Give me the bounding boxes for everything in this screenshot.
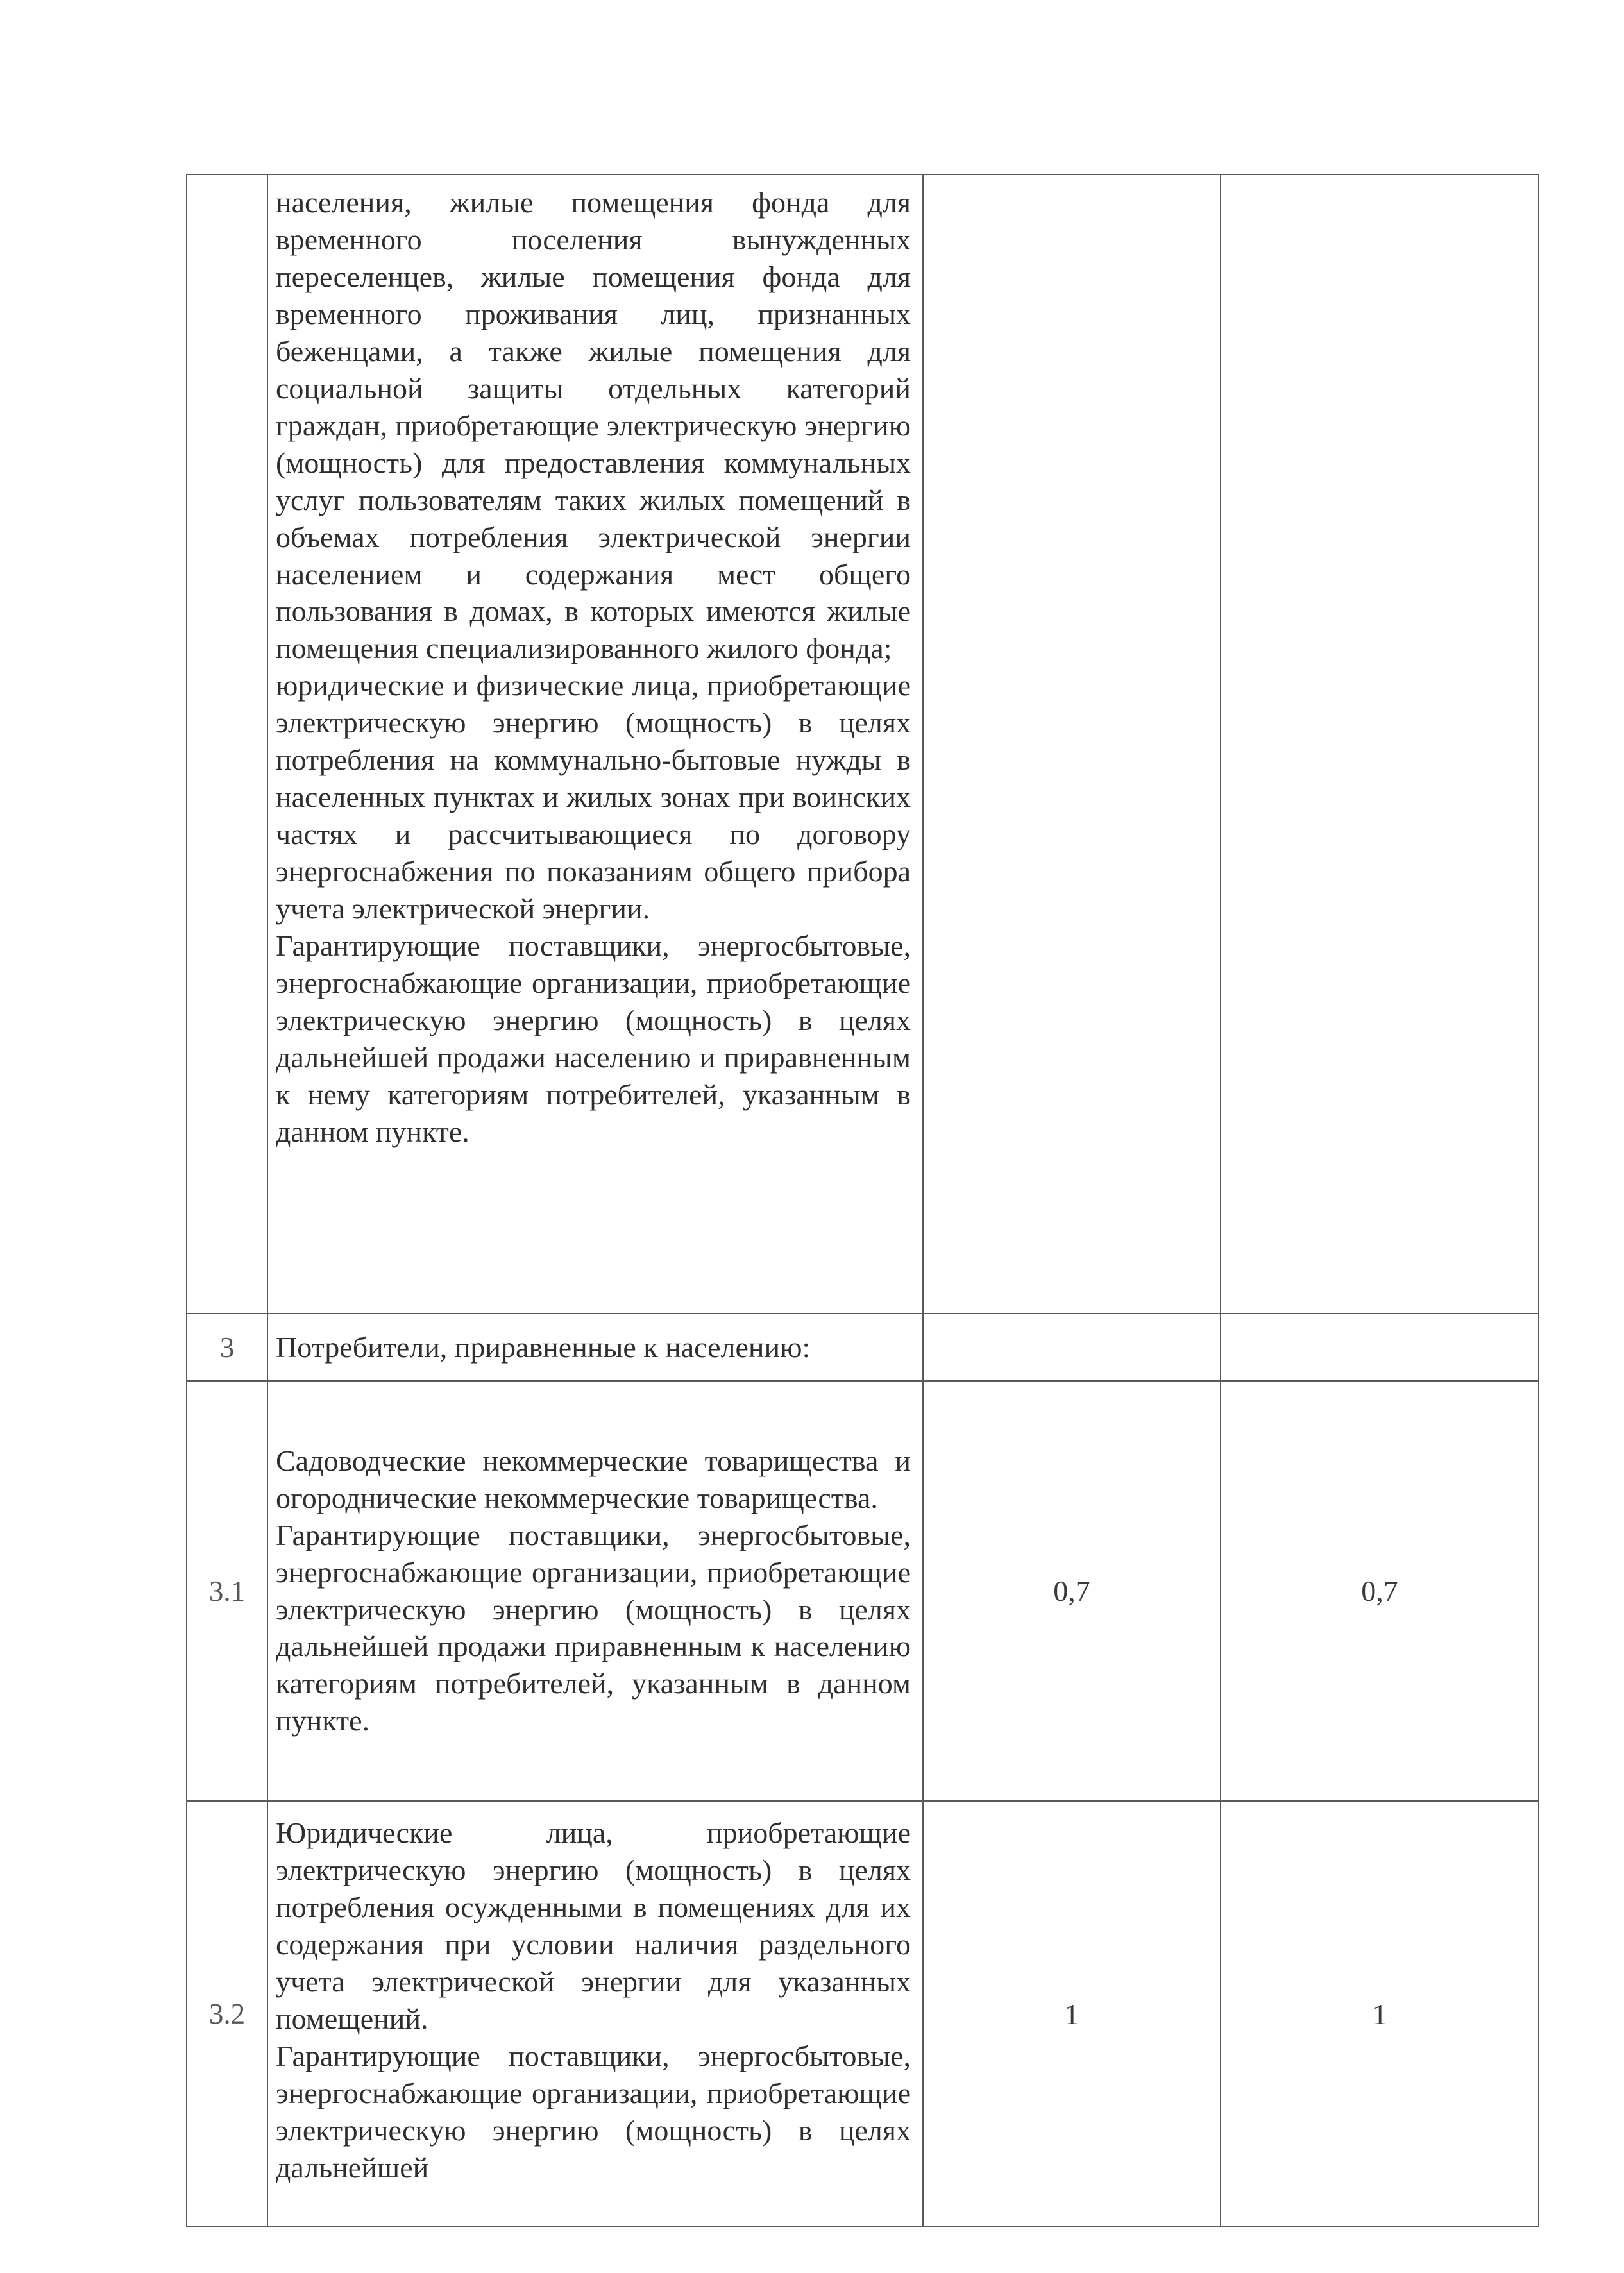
row-value-1: 1 (923, 1801, 1221, 2227)
row-value-2 (1221, 174, 1539, 1314)
row-description (267, 1381, 923, 1801)
row-value-2: 1 (1221, 1801, 1539, 2227)
row-number: 3 (187, 1314, 267, 1381)
row-value-1 (923, 174, 1221, 1314)
description-paragraph: юридические и физические лица, приобретающие электрическую энергию (мощность) в целях потребления на коммунально-бытовые нужды в населенных пунктах и жилых зонах при воинских частях и рассчитывающиеся по договору энергоснабжения по показаниям общего прибора учета электрической энергии. (276, 669, 911, 925)
row-number: 3.2 (187, 1801, 267, 2227)
row-number: 3.1 (187, 1381, 267, 1801)
description-paragraph: населения, жилые помещения фонда для временного поселения вынужденных переселенцев, жилые помещения фонда для временного проживания лиц, признанных беженцами, а также жилые помещения для социальной защиты отдельных категорий граждан, приобретающие электрическую энергию (мощность) для предоставления коммунальных услуг пользователям таких жилых помещений в объемах потребления электрической энергии населением и содержания мест общего пользования в домах, в которых имеются жилые помещения специализированного жилого фонда; (276, 186, 911, 665)
table-row (187, 174, 1539, 1314)
table-row (187, 1381, 1539, 1801)
row-description (267, 1801, 923, 2227)
row-value-1: 0,7 (923, 1381, 1221, 1801)
row-number (187, 174, 267, 1314)
table-row (187, 1801, 1539, 2227)
description-paragraph: Садоводческие некоммерческие товарищества и огороднические некоммерческие товарищества. (276, 1444, 911, 1514)
row-value-1 (923, 1314, 1221, 1381)
description-paragraph: Гарантирующие поставщики, энергосбытовые, энергоснабжающие организации, приобретающие электрическую энергию (мощность) в целях дальнейшей продажи приравненным к населению категориям потребителей, указанным в данном пункте. (276, 1518, 911, 1737)
row-description (267, 1314, 923, 1381)
row-value-2 (1221, 1314, 1539, 1381)
row-value-2: 0,7 (1221, 1381, 1539, 1801)
description-paragraph: Гарантирующие поставщики, энергосбытовые, энергоснабжающие организации, приобретающие электрическую энергию (мощность) в целях дальнейшей (276, 2039, 911, 2184)
description-paragraph: Гарантирующие поставщики, энергосбытовые, энергоснабжающие организации, приобретающие электрическую энергию (мощность) в целях дальнейшей продажи населению и приравненным к нему категориям потребителей, указанным в данном пункте. (276, 929, 911, 1148)
table-row (187, 1314, 1539, 1381)
tariff-table (186, 174, 1539, 2227)
description-paragraph: Потребители, приравненные к населению: (276, 1330, 811, 1364)
row-description (267, 174, 923, 1314)
description-paragraph: Юридические лица, приобретающие электрическую энергию (мощность) в целях потребления осужденными в помещениях для их содержания при условии наличия раздельного учета электрической энергии для указанных помещений. (276, 1816, 911, 2035)
